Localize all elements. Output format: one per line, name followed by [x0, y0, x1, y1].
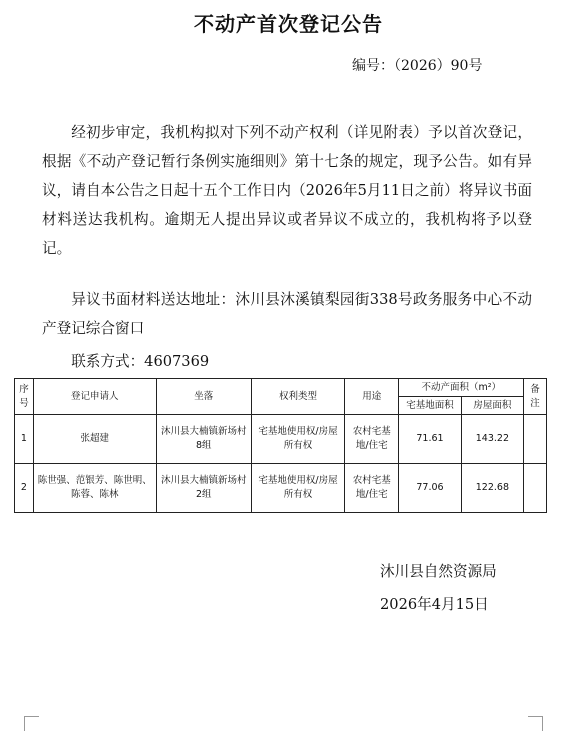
- cell-right-type: 宅基地使用权/房屋所有权: [251, 415, 344, 464]
- contact-paragraph: 联系方式：4607369: [71, 353, 210, 370]
- header-use: 用途: [345, 379, 399, 415]
- header-right-type: 权利类型: [251, 379, 344, 415]
- table-row: [15, 415, 547, 464]
- cell-house-area: 143.22: [461, 415, 523, 464]
- issue-date: 2026年4月15日: [380, 596, 489, 613]
- issuing-organization: 沐川县自然资源局: [380, 563, 497, 580]
- cell-remarks: [524, 415, 547, 464]
- cell-remarks: [524, 464, 547, 513]
- cell-location: 沐川县大楠镇新场村2组: [156, 464, 251, 513]
- cell-house-area: 122.68: [461, 464, 523, 513]
- page-corner-mark-left: [24, 716, 39, 731]
- cell-applicant: 张超建: [33, 415, 156, 464]
- header-house-area: 房屋面积: [461, 397, 523, 415]
- header-land-area: 宅基地面积: [399, 397, 461, 415]
- document-title: 不动产首次登记公告: [194, 12, 383, 36]
- cell-location: 沐川县大楠镇新场村8组: [156, 415, 251, 464]
- header-location: 坐落: [156, 379, 251, 415]
- cell-no: 2: [15, 464, 34, 513]
- page-corner-mark-right: [528, 716, 543, 731]
- cell-no: 1: [15, 415, 34, 464]
- document-number: 编号：（2026）90号: [352, 58, 483, 74]
- header-applicant: 登记申请人: [33, 379, 156, 415]
- announcement-body-paragraph: 经初步审定，我机构拟对下列不动产权利（详见附表）予以首次登记，根据《不动产登记暂行条例实施细则》第十七条的规定，现予公告。如有异议，请自本公告之日起十五个工作日内（2026年5月11日之前）将异议书面材料送达我机构。逾期无人提出异议或者异议不成立的，我机构将予以登记。: [42, 124, 532, 257]
- header-no: 序号: [15, 379, 34, 415]
- cell-use: 农村宅基地/住宅: [345, 464, 399, 513]
- cell-applicant: 陈世强、范银芳、陈世明、陈蓉、陈林: [33, 464, 156, 513]
- cell-right-type: 宅基地使用权/房屋所有权: [251, 464, 344, 513]
- registration-table: [14, 378, 547, 513]
- objection-address-paragraph: 异议书面材料送达地址：沐川县沐溪镇梨园街338号政务服务中心不动产登记综合窗口: [42, 291, 532, 337]
- cell-use: 农村宅基地/住宅: [345, 415, 399, 464]
- header-remarks: 备注: [524, 379, 547, 415]
- cell-land-area: 77.06: [399, 464, 461, 513]
- cell-land-area: 71.61: [399, 415, 461, 464]
- table-row: [15, 464, 547, 513]
- header-area-group: 不动产面积（m²）: [399, 379, 524, 397]
- table-header-row: [15, 379, 547, 397]
